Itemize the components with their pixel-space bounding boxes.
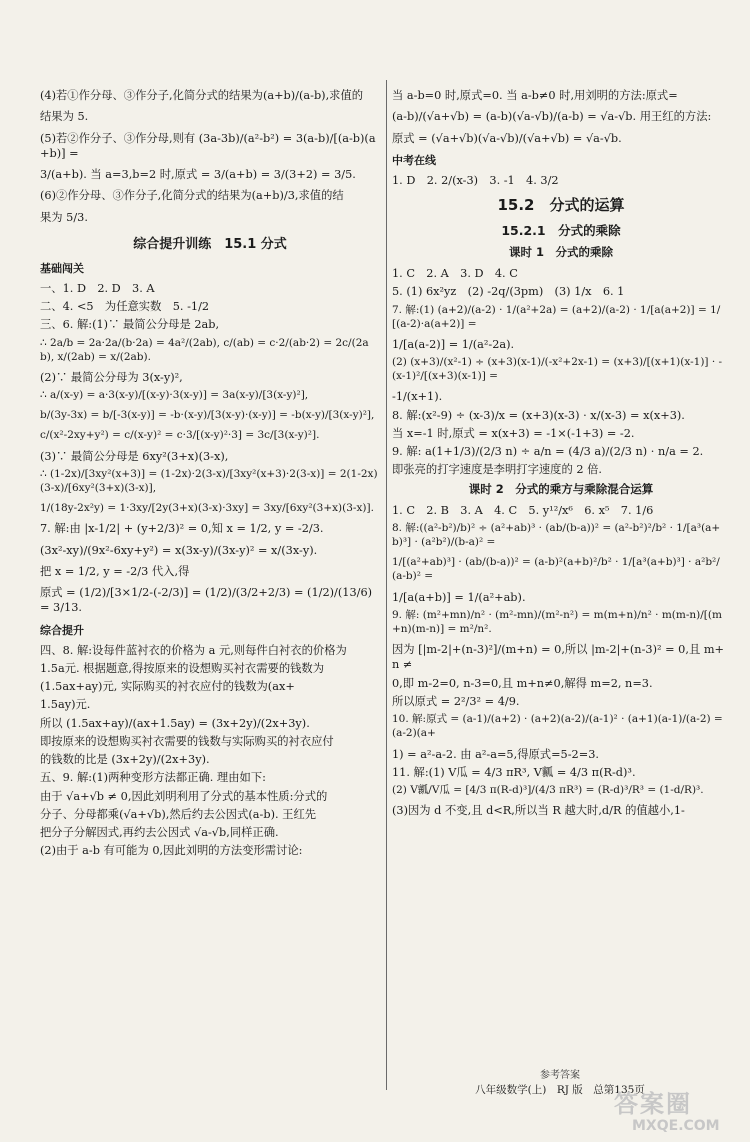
text-line: 把分子分解因式,再约去公因式 √a-√b,同样正确. [40, 826, 279, 840]
text-line: 7. 解:由 |x-1/2| + (y+2/3)² = 0,知 x = 1/2, y = -2/3. [40, 522, 324, 536]
text-line: 二、4. <5 为任意实数 5. -1/2 [40, 300, 210, 313]
text-line: b/(3y-3x) = b/[-3(x-y)] = -b·(x-y)/[3(x-y)·(x-y)] = -b(x-y)/[3(x-y)²], [40, 409, 375, 422]
text-line: 1/[a(a-2)] = 1/(a²-2a). [392, 337, 515, 351]
text-line: ∴ (1-2x)/[3xy²(x+3)] = (1-2x)·2(3-x)/[3xy²(x+3)·2(3-x)] = 2(1-2x)(3-x)/[6xy²(3+x)(3-x)], [40, 467, 378, 495]
text-line: 9. 解: a(1+1/3)/(2/3 n) ÷ a/n = (4/3 a)/(2/3 n) · n/a = 2. [392, 445, 704, 459]
watermark-text: 答案圈 [614, 1090, 692, 1118]
text-line: 由于 √a+√b ≠ 0,因此刘明利用了分式的基本性质:分式的 [40, 789, 328, 803]
text-line: (a-b)/(√a+√b) = (a-b)(√a-√b)/(a-b) = √a-√b. 用王红的方法: [392, 110, 712, 124]
lesson-title: 课时 1 分式的乘除 [508, 245, 613, 259]
text-line: (3)∵ 最简公分母是 6xy²(3+x)(3-x), [40, 449, 229, 463]
text-line: 原式 = (√a+√b)(√a-√b)/(√a+√b) = √a-√b. [392, 131, 622, 145]
text-line: 11. 解:(1) V瓜 = 4/3 πR³, V瓤 = 4/3 π(R-d)³. [392, 765, 636, 779]
text-line: 1.5ay)元. [40, 698, 91, 712]
text-line: -1/(x+1). [392, 390, 443, 404]
text-line: (2) V瓤/V瓜 = [4/3 π(R-d)³]/(4/3 πR³) = (R-d)³/R³ = (1-d/R)³. [392, 784, 704, 797]
right-column [392, 88, 730, 821]
text-line: (4)若①作分母、③作分子,化简分式的结果为(a+b)/(a-b),求值的 [40, 89, 364, 102]
exam-heading: 中考在线 [392, 153, 436, 167]
text-line: ∴ 2a/b = 2a·2a/(b·2a) = 4a²/(2ab), c/(ab) = c·2/(ab·2) = 2c/(2ab), x/(2ab) = x/(2ab). [40, 336, 369, 363]
watermark-domain: MXQE.COM [632, 1118, 720, 1134]
text-line: (3)因为 d 不变,且 d<R,所以当 R 越大时,d/R 的值越小,1- [392, 804, 685, 818]
text-line: 即张亮的打字速度是李明打字速度的 2 倍. [392, 463, 603, 477]
page-footer: 八年级数学(上) RJ 版 总第135页 [475, 1084, 645, 1096]
text-line: (6)②作分母、③作分子,化简分式的结果为(a+b)/3,求值的结 [40, 189, 344, 203]
text-line: 1/[(a²+ab)³] · (ab/(b-a))² = (a-b)²(a+b)²/b² · 1/[a³(a+b)³] · a²b²/(a-b)² = [392, 556, 720, 583]
text-line: (3x²-xy)/(9x²-6xy+y²) = x(3x-y)/(3x-y)² = x/(3x-y). [40, 543, 318, 557]
text-line: 因为 [|m-2|+(n-3)²]/(m+n) = 0,所以 |m-2|+(n-3)² = 0,且 m+n ≠ [392, 643, 725, 672]
text-line: 1. C 2. A 3. D 4. C [392, 267, 518, 280]
section-title: 综合提升训练 15.1 分式 [133, 236, 287, 252]
text-line: 原式 = (1/2)/[3×1/2-(-2/3)] = (1/2)/(3/2+2/3) = (1/2)/(13/6) = 3/13. [40, 586, 376, 615]
sub-title: 15.2.1 分式的乘除 [501, 223, 621, 238]
text-line: 的钱数的比是 (3x+2y)/(2x+3y). [40, 753, 210, 767]
text-line: 五、9. 解:(1)两种变形方法都正确. 理由如下: [40, 771, 266, 785]
text-line: 8. 解:((a²-b²)/b)² ÷ (a²+ab)³ · (ab/(b-a))² = (a²-b²)²/b² · 1/[a³(a+b)³] · (a²b²)/(b-a)² = [392, 521, 721, 549]
text-line: 当 a-b=0 时,原式=0. 当 a-b≠0 时,用刘明的方法:原式= [392, 89, 678, 102]
text-line: 1.5a元. 根据题意,得按原来的设想购买衬衣需要的钱数为 [40, 661, 325, 675]
text-line: 三、6. 解:(1)∵ 最简公分母是 2ab, [40, 318, 220, 332]
text-line: c/(x²-2xy+y²) = c/(x-y)² = c·3/[(x-y)²·3] = 3c/[3(x-y)²]. [40, 429, 320, 442]
column-divider [386, 80, 387, 1090]
left-column [40, 88, 380, 862]
text-line: 把 x = 1/2, y = -2/3 代入,得 [40, 564, 190, 578]
text-line: (2) (x+3)/(x²-1) ÷ (x+3)(x-1)/(-x²+2x-1) = (x+3)/[(x+1)(x-1)] · -(x-1)²/[(x+3)(x-1)] = [392, 356, 723, 383]
text-line: 5. (1) 6x²yz (2) -2q/(3pm) (3) 1/x 6. 1 [392, 285, 625, 299]
text-line: 结果为 5. [40, 110, 89, 124]
text-line: (2)由于 a-b 有可能为 0,因此刘明的方法变形需讨论: [40, 844, 303, 858]
text-line: 四、8. 解:设每件蓝衬衣的价格为 a 元,则每件白衬衣的价格为 [40, 643, 347, 657]
text-line: ∴ a/(x-y) = a·3(x-y)/[(x-y)·3(x-y)] = 3a(x-y)/[3(x-y)²], [40, 389, 309, 402]
chapter-title: 15.2 分式的运算 [497, 196, 625, 214]
text-line: 1/(18y-2x²y) = 1·3xy/[2y(3+x)(3-x)·3xy] = 3xy/[6xy²(3+x)(3-x)]. [40, 502, 374, 515]
text-line: 10. 解:原式 = (a-1)/(a+2) · (a+2)(a-2)/(a-1)² · (a+1)(a-1)/(a-2) = (a-2)(a+ [392, 713, 727, 740]
text-line: 所以原式 = 2²/3² = 4/9. [392, 694, 520, 708]
text-line: 7. 解:(1) (a+2)/(a-2) · 1/(a²+2a) = (a+2)/(a-2) · 1/[a(a+2)] = 1/[(a-2)·a(a+2)] = [392, 303, 721, 330]
text-line: 1/[a(a+b)] = 1/(a²+ab). [392, 590, 526, 604]
text-line: (2)∵ 最简公分母为 3(x-y)², [40, 370, 183, 384]
text-line: 果为 5/3. [40, 210, 88, 224]
text-line: (5)若②作分子、③作分母,则有 (3a-3b)/(a²-b²) = 3(a-b)/[(a-b)(a+b)] = [40, 131, 376, 160]
text-line: 1) = a²-a-2. 由 a²-a=5,得原式=5-2=3. [392, 747, 599, 761]
text-line: 9. 解: (m²+mn)/n² · (m²-mn)/(m²-n²) = m(m+n)/n² · m(m-n)/[(m+n)(m-n)] = m²/n². [392, 608, 722, 636]
text-line: 8. 解:(x²-9) ÷ (x-3)/x = (x+3)(x-3) · x/(x-3) = x(x+3). [392, 408, 685, 422]
text-line: 0,即 m-2=0, n-3=0,且 m+n≠0,解得 m=2, n=3. [392, 676, 653, 690]
text-line: (1.5ax+ay)元, 实际购买的衬衣应付的钱数为(ax+ [40, 680, 295, 694]
text-line: 1. C 2. B 3. A 4. C 5. y¹²/x⁶ 6. x⁵ 7. 1/6 [392, 503, 654, 517]
text-line: 当 x=-1 时,原式 = x(x+3) = -1×(-1+3) = -2. [392, 426, 635, 440]
advanced-heading: 综合提升 [40, 623, 84, 637]
watermark-logo [610, 1084, 740, 1138]
basic-heading: 基础闯关 [40, 261, 84, 275]
text-line: 1. D 2. 2/(x-3) 3. -1 4. 3/2 [392, 173, 559, 187]
answer-label: 参考答案 [540, 1070, 580, 1081]
text-line: 所以 (1.5ax+ay)/(ax+1.5ay) = (3x+2y)/(2x+3y). [40, 716, 310, 730]
lesson-title: 课时 2 分式的乘方与乘除混合运算 [468, 481, 654, 496]
text-line: 一、1. D 2. D 3. A [40, 281, 155, 295]
text-line: 分子、分母都乘(√a+√b),然后约去公因式(a-b). 王红先 [40, 807, 317, 821]
text-line: 即按原来的设想购买衬衣需要的钱数与实际购买的衬衣应付 [40, 734, 334, 748]
text-line: 3/(a+b). 当 a=3,b=2 时,原式 = 3/(a+b) = 3/(3+2) = 3/5. [40, 168, 356, 181]
